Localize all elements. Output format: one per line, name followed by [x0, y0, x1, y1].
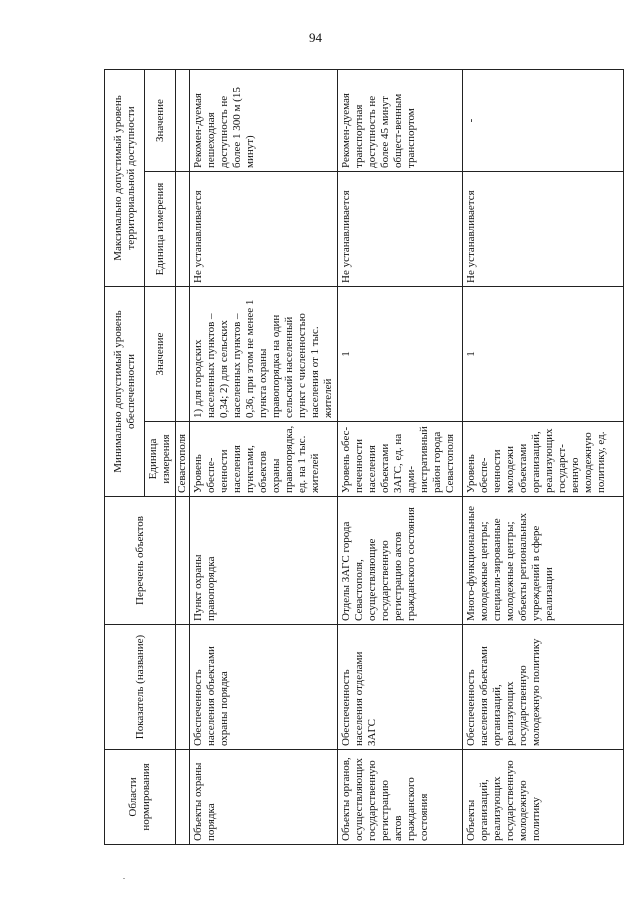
continuation-cell — [176, 750, 190, 845]
row-max-unit: Не устанавливается — [463, 172, 624, 287]
continuation-cell — [176, 70, 190, 172]
row-max-value: - — [463, 70, 624, 172]
header-max-level: Максимально допустимый уровень территориальной доступности — [105, 70, 145, 287]
row-indicator: Обеспеченность населения объектами организаций, реализующих государственную молодежную политику — [463, 625, 624, 750]
row-area: Объекты органов, осуществляющих государственную регистрацию актов гражданского состояния — [338, 750, 463, 845]
row-max-value: Рекомен-дуемая транспортная доступность не более 45 минут общест-венным транспортом — [338, 70, 463, 172]
row-objects: Много-функциональные молодежные центры; специали-зированные молодежные центры; объекты региональных учреждений в сфере реализации — [463, 497, 624, 625]
header-min-value: Значение — [145, 287, 176, 422]
row-max-unit: Не устанавливается — [190, 172, 338, 287]
row-objects: Отделы ЗАГС города Севастополя, осуществляющие государственную регистрацию актов гражданского состояния — [338, 497, 463, 625]
continuation-cell — [176, 625, 190, 750]
row-area: Объекты организаций, реализующих государственную молодежную политику — [463, 750, 624, 845]
header-max-value: Значение — [145, 70, 176, 172]
continuation-text: Севастополя — [176, 422, 190, 497]
rotated-table-container — [104, 70, 624, 845]
header-min-level: Минимально допустимый уровень обеспеченности — [105, 287, 145, 497]
header-indicator: Показатель (название) — [105, 625, 176, 750]
row-min-unit: Уровень обес-печенности населения объектами ЗАГС, ед. на адми-нистративный район города Севастополя — [338, 422, 463, 497]
row-min-unit: Уровень обеспе-ченности молодежи объектами организаций, реализующих государст-венную молодежную политику, ед. — [463, 422, 624, 497]
norms-table — [104, 69, 624, 845]
continuation-cell — [176, 497, 190, 625]
bottom-mark: . — [123, 872, 125, 881]
page-number: 94 — [309, 30, 322, 45]
row-min-value: 1) для городских населенных пунктов – 0,34; 2) для сельских населенных пунктов – 0,36, при этом не менее 1 пункта охраны правопорядка на один сельский населенный пункт с численностью населения от 1 тыс. жителей — [190, 287, 338, 422]
row-area: Объекты охраны порядка — [190, 750, 338, 845]
row-max-unit: Не устанавливается — [338, 172, 463, 287]
row-indicator: Обеспеченность населения объектами охраны порядка — [190, 625, 338, 750]
row-indicator: Обеспеченность населения отделами ЗАГС — [338, 625, 463, 750]
row-min-value: 1 — [338, 287, 463, 422]
header-min-unit: Единица измерения — [145, 422, 176, 497]
row-objects: Пункт охраны правопорядка — [190, 497, 338, 625]
row-min-value: 1 — [463, 287, 624, 422]
continuation-cell — [176, 172, 190, 287]
header-max-unit: Единица измерения — [145, 172, 176, 287]
continuation-cell — [176, 287, 190, 422]
header-area: Области нормирования — [105, 750, 176, 845]
header-objects: Перечень объектов — [105, 497, 176, 625]
row-min-unit: Уровень обеспе-ченности населения пунктами, объектов охраны правопорядка, ед. на 1 тыс. жителей — [190, 422, 338, 497]
row-max-value: Рекомен-дуемая пешеходная доступность не более 1 300 м (15 минут) — [190, 70, 338, 172]
